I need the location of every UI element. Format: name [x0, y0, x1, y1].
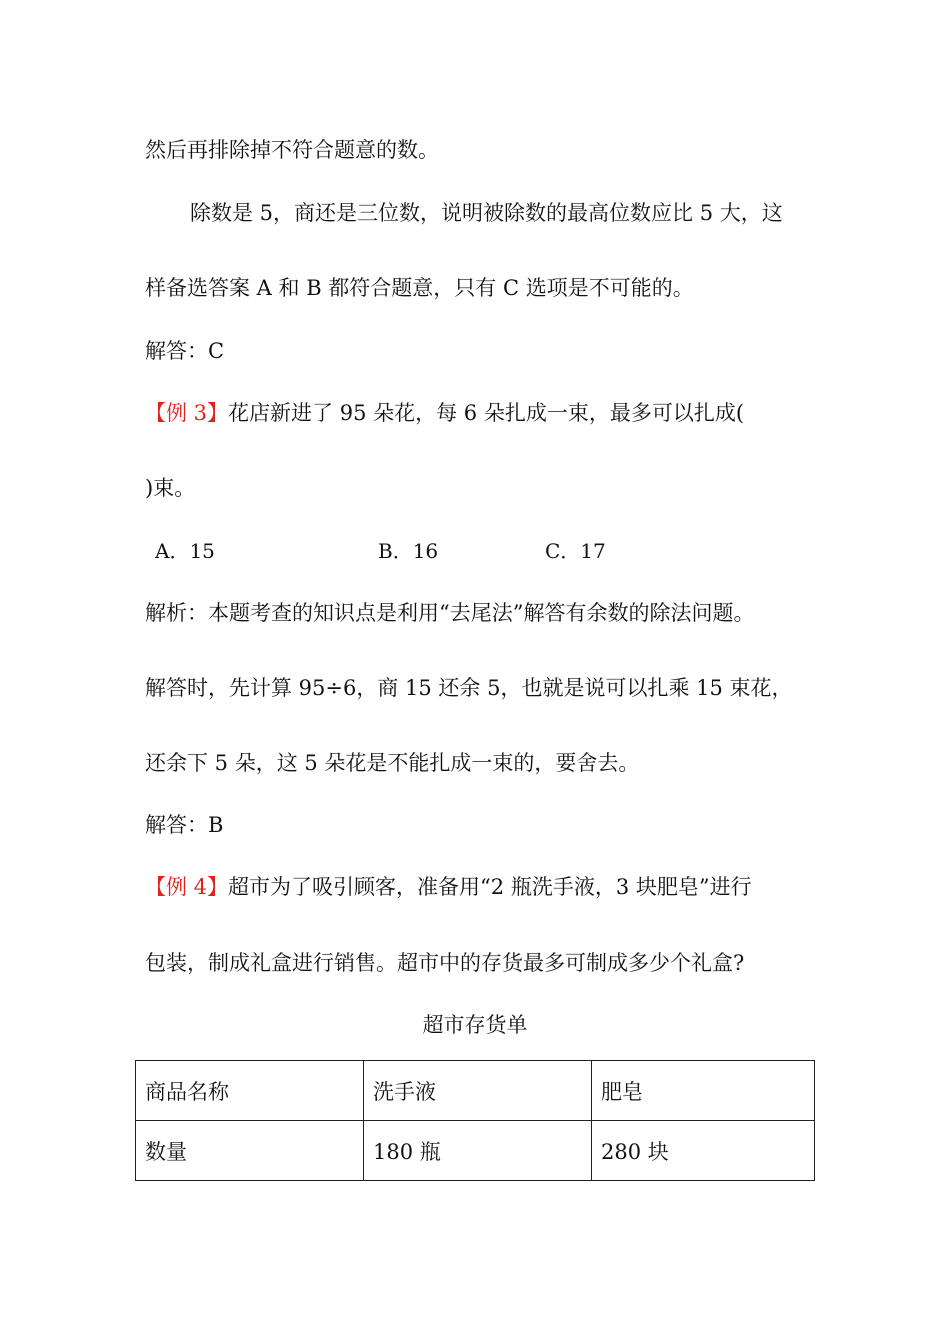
inventory-table	[135, 1060, 815, 1181]
option-c: C．17	[545, 539, 606, 563]
paragraph-line: 除数是 5，商还是三位数，说明被除数的最高位数应比 5 大，这	[190, 201, 783, 225]
paragraph-line: 样备选答案 A 和 B 都符合题意，只有 C 选项是不可能的。	[145, 276, 694, 300]
example-3-text: 花店新进了 95 朵花，每 6 朵扎成一束，最多可以扎成(	[228, 401, 745, 425]
example-4-text: 超市为了吸引顾客，准备用“2 瓶洗手液，3 块肥皂”进行	[228, 875, 752, 899]
table-caption: 超市存货单	[422, 1013, 528, 1037]
analysis-line: 解析：本题考查的知识点是利用“去尾法”解答有余数的除法问题。	[145, 601, 755, 625]
table-cell: 180 瓶	[364, 1121, 592, 1181]
example-3-question	[145, 398, 744, 428]
example-3-question-cont: )束。	[145, 476, 196, 500]
answer-line: 解答：B	[145, 813, 224, 837]
analysis-line: 还余下 5 朵，这 5 朵花是不能扎成一束的，要舍去。	[145, 751, 640, 775]
answer-line: 解答：C	[145, 339, 225, 363]
option-a: A．15	[155, 539, 215, 563]
table-cell: 280 块	[592, 1121, 815, 1181]
table-row	[136, 1121, 815, 1181]
table-header-cell: 肥皂	[592, 1061, 815, 1121]
paragraph-line: 然后再排除掉不符合题意的数。	[145, 138, 439, 162]
analysis-line: 解答时，先计算 95÷6，商 15 还余 5，也就是说可以扎乘 15 束花，	[145, 676, 793, 700]
table-header-cell: 洗手液	[364, 1061, 592, 1121]
option-b: B．16	[378, 539, 439, 563]
example-3-tag: 【例 3】	[145, 401, 229, 425]
table-header-cell: 商品名称	[136, 1061, 364, 1121]
example-4-question	[145, 872, 752, 902]
table-row	[136, 1061, 815, 1121]
table-cell: 数量	[136, 1121, 364, 1181]
example-4-question-cont: 包装，制成礼盒进行销售。超市中的存货最多可制成多少个礼盒?	[145, 951, 745, 975]
example-4-tag: 【例 4】	[145, 875, 229, 899]
